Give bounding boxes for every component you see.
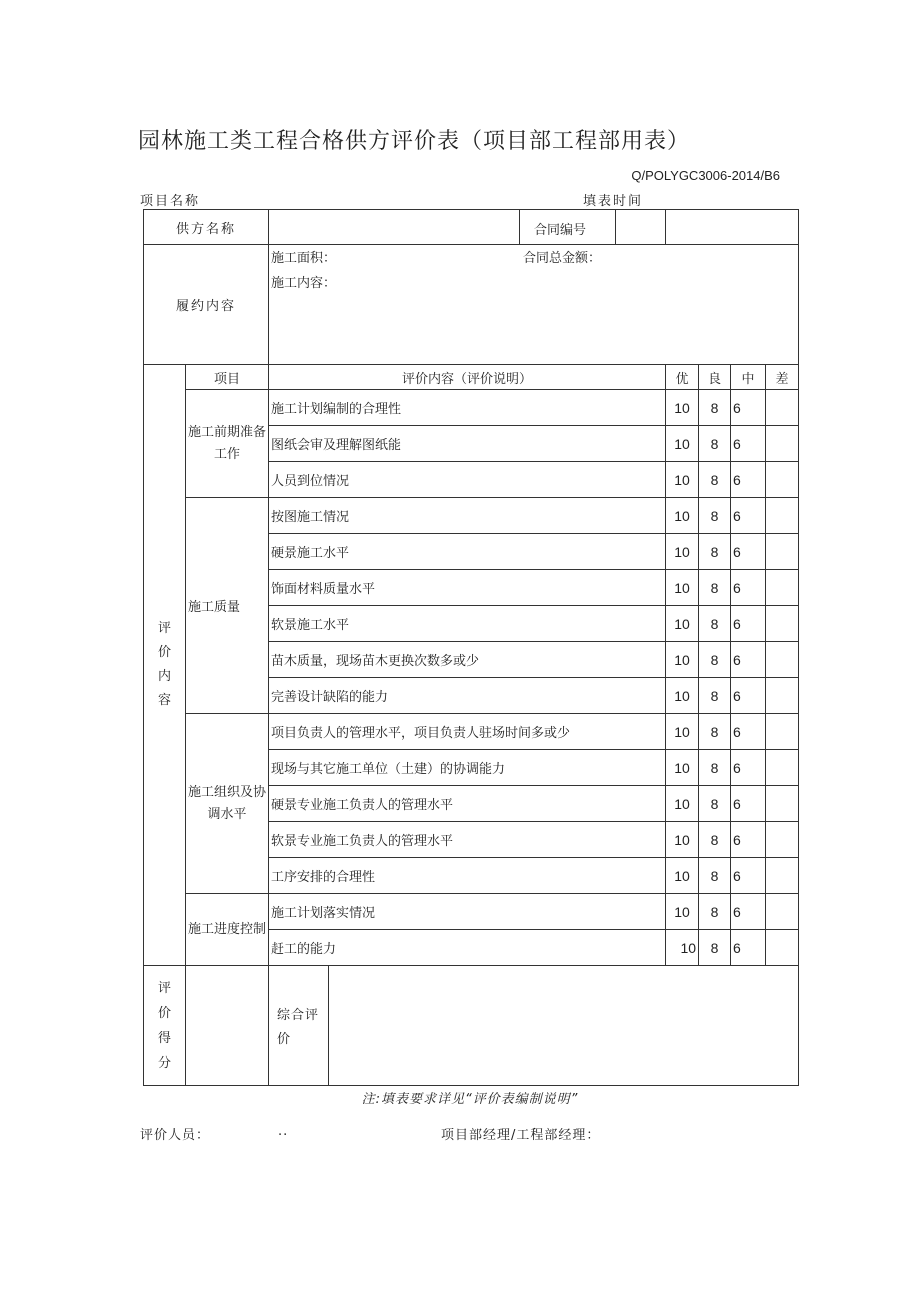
document-code: Q/POLYGC3006-2014/B6 — [631, 168, 780, 183]
group-name: 施工组织及协调水平 — [186, 714, 269, 894]
criterion-text: 现场与其它施工单位（土建）的协调能力 — [269, 750, 666, 786]
col-medium-header: 中 — [731, 365, 766, 390]
construction-content-label: 施工内容： — [271, 276, 337, 291]
contract-total-amount-label: 合同总金额： — [523, 251, 602, 266]
criterion-text: 按图施工情况 — [269, 498, 666, 534]
score-medium[interactable]: 6 — [731, 462, 766, 498]
score-medium[interactable]: 6 — [731, 786, 766, 822]
score-excellent[interactable]: 10 — [666, 678, 699, 714]
col-poor-header: 差 — [766, 365, 799, 390]
supplier-name-label: 供方名称 — [144, 210, 269, 245]
score-good[interactable]: 8 — [699, 570, 731, 606]
score-excellent[interactable]: 10 — [666, 714, 699, 750]
score-excellent[interactable]: 10 — [666, 642, 699, 678]
criterion-text: 项目负责人的管理水平，项目负责人驻场时间多或少 — [269, 714, 666, 750]
score-good[interactable]: 8 — [699, 750, 731, 786]
score-poor[interactable] — [766, 570, 799, 606]
col-excellent-header: 优 — [666, 365, 699, 390]
construction-area-label: 施工面积： — [271, 251, 337, 266]
performance-label: 履约内容 — [144, 245, 269, 365]
score-excellent[interactable]: 10 — [666, 894, 699, 930]
score-good[interactable]: 8 — [699, 822, 731, 858]
score-poor[interactable] — [766, 786, 799, 822]
score-good[interactable]: 8 — [699, 498, 731, 534]
score-excellent[interactable]: 10 — [666, 750, 699, 786]
score-poor[interactable] — [766, 642, 799, 678]
criterion-text: 硬景专业施工负责人的管理水平 — [269, 786, 666, 822]
evaluation-form-table — [143, 209, 799, 1086]
score-excellent[interactable]: 10 — [666, 390, 699, 426]
evaluator-label: 评价人员： — [140, 1128, 211, 1143]
performance-content-field[interactable] — [269, 245, 799, 365]
score-poor[interactable] — [766, 390, 799, 426]
score-good[interactable]: 8 — [699, 714, 731, 750]
score-medium[interactable]: 6 — [731, 714, 766, 750]
criterion-text: 人员到位情况 — [269, 462, 666, 498]
criterion-text: 工序安排的合理性 — [269, 858, 666, 894]
score-poor[interactable] — [766, 678, 799, 714]
score-medium[interactable]: 6 — [731, 894, 766, 930]
score-medium[interactable]: 6 — [731, 750, 766, 786]
score-excellent[interactable]: 10 — [666, 858, 699, 894]
score-excellent[interactable]: 10 — [666, 570, 699, 606]
fill-time-label: 填表时间 — [583, 194, 644, 209]
score-medium[interactable]: 6 — [731, 678, 766, 714]
score-good[interactable]: 8 — [699, 642, 731, 678]
score-good[interactable]: 8 — [699, 894, 731, 930]
contract-no-field[interactable] — [666, 210, 799, 245]
criterion-text: 软景专业施工负责人的管理水平 — [269, 822, 666, 858]
supplier-name-field[interactable] — [269, 210, 666, 245]
score-medium[interactable]: 6 — [731, 534, 766, 570]
score-good[interactable]: 8 — [699, 678, 731, 714]
score-good[interactable]: 8 — [699, 858, 731, 894]
score-poor[interactable] — [766, 426, 799, 462]
score-medium[interactable]: 6 — [731, 930, 766, 966]
score-medium[interactable]: 6 — [731, 606, 766, 642]
score-medium[interactable]: 6 — [731, 498, 766, 534]
manager-label: 项目部经理/工程部经理： — [441, 1128, 601, 1143]
score-poor[interactable] — [766, 930, 799, 966]
score-medium[interactable]: 6 — [731, 858, 766, 894]
score-poor[interactable] — [766, 462, 799, 498]
form-title: 园林施工类工程合格供方评价表（项目部工程部用表） — [138, 129, 691, 154]
criterion-text: 硬景施工水平 — [269, 534, 666, 570]
criterion-text: 完善设计缺陷的能力 — [269, 678, 666, 714]
score-good[interactable]: 8 — [699, 426, 731, 462]
score-poor[interactable] — [766, 750, 799, 786]
criterion-text: 施工计划编制的合理性 — [269, 390, 666, 426]
group-name: 施工质量 — [186, 498, 269, 714]
score-poor[interactable] — [766, 822, 799, 858]
criterion-text: 苗木质量，现场苗木更换次数多或少 — [269, 642, 666, 678]
score-poor[interactable] — [766, 714, 799, 750]
score-poor[interactable] — [766, 606, 799, 642]
group-name: 施工进度控制 — [186, 894, 269, 966]
score-good[interactable]: 8 — [699, 930, 731, 966]
score-medium[interactable]: 6 — [731, 426, 766, 462]
overall-evaluation-field[interactable] — [330, 966, 798, 1085]
col-item-header: 项目 — [186, 365, 269, 390]
score-good[interactable]: 8 — [699, 606, 731, 642]
score-medium[interactable]: 6 — [731, 822, 766, 858]
score-excellent[interactable]: 10 — [666, 498, 699, 534]
col-good-header: 良 — [699, 365, 731, 390]
score-good[interactable]: 8 — [699, 786, 731, 822]
score-good[interactable]: 8 — [699, 390, 731, 426]
contract-no-label: 合同编号 — [534, 223, 587, 238]
criterion-text: 饰面材料质量水平 — [269, 570, 666, 606]
overall-evaluation-label: 综合评价 — [277, 1008, 320, 1047]
score-excellent[interactable]: 10 — [666, 426, 699, 462]
criterion-text: 软景施工水平 — [269, 606, 666, 642]
criterion-text: 赶工的能力 — [269, 930, 666, 966]
evaluation-score-label: 评 价 得 分 — [144, 966, 186, 1086]
group-name: 施工前期准备工作 — [186, 390, 269, 498]
criterion-text: 施工计划落实情况 — [269, 894, 666, 930]
score-good[interactable]: 8 — [699, 534, 731, 570]
score-excellent[interactable]: 10 — [666, 462, 699, 498]
score-good[interactable]: 8 — [699, 462, 731, 498]
score-poor[interactable] — [766, 498, 799, 534]
score-poor[interactable] — [766, 894, 799, 930]
score-excellent[interactable]: 10 — [666, 534, 699, 570]
score-medium[interactable]: 6 — [731, 390, 766, 426]
score-excellent[interactable]: 10 — [666, 606, 699, 642]
score-excellent[interactable]: 10 — [666, 786, 699, 822]
score-medium[interactable]: 6 — [731, 570, 766, 606]
footnote: 注:填表要求详见“评价表编制说明” — [361, 1092, 579, 1107]
score-excellent[interactable]: 10 — [666, 930, 699, 966]
score-poor[interactable] — [766, 858, 799, 894]
overall-evaluation-area — [269, 966, 799, 1086]
evaluator-value[interactable]: .. — [278, 1124, 289, 1139]
criterion-text: 图纸会审及理解图纸能 — [269, 426, 666, 462]
col-content-header: 评价内容（评价说明） — [269, 365, 666, 390]
evaluation-score-field[interactable] — [186, 966, 269, 1086]
score-medium[interactable]: 6 — [731, 642, 766, 678]
score-excellent[interactable]: 10 — [666, 822, 699, 858]
evaluation-side-label: 评价内容 — [144, 365, 186, 966]
score-poor[interactable] — [766, 534, 799, 570]
project-name-label: 项目名称 — [140, 194, 201, 209]
